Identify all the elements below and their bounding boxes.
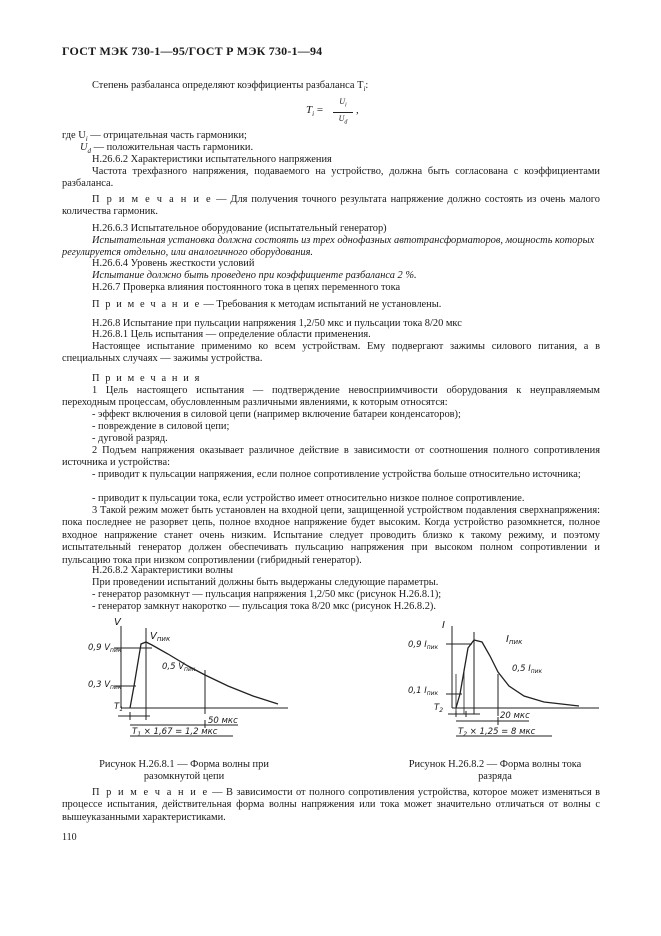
current-wave-figure	[404, 614, 604, 744]
t20-label: 20 мкс	[500, 711, 530, 721]
note-item-2: 2 Подъем напряжения оказывает различное действие в зависимости от соотношения полного сопротивления источника и устройства:	[62, 445, 600, 469]
level-03-label: 0,3 $V_{пик}$	[88, 680, 122, 691]
figure-1-caption: Рисунок Н.26.8.1 — Форма волны при разомкнутой цепи	[99, 759, 269, 783]
paragraph-2664: Испытание должно быть проведено при коэффициенте разбаланса 2 %.	[92, 270, 417, 281]
wave-param-2: - генератор замкнут накоротко — пульсация тока 8/20 мкс (рисунок Н.26.8.2).	[92, 601, 436, 612]
level-05-label: 0,5 $V_{пик}$	[162, 662, 196, 673]
note-1: П р и м е ч а н и е — Для получения точного результата напряжение должно состоять из очень малого количества гармоник.	[62, 194, 600, 218]
paragraph-2681: Настоящее испытание применимо ко всем устройствам. Ему подвергают зажимы силового питания, а в специальных случаях — зажимы устройства.	[62, 341, 600, 365]
current-axis-label: I	[442, 620, 445, 631]
front-time-formula: $T_2 \times 1,25 = 8$ мкс	[458, 727, 536, 738]
paragraph-2663-line-1: Испытательная установка должна состоять из трех однофазных автотрансформаторов, мощность которых	[92, 235, 595, 246]
level-09-label: 0,9 $I_{пик}$	[408, 640, 439, 651]
page-header: ГОСТ МЭК 730-1—95/ГОСТ Р МЭК 730-1—94	[62, 44, 323, 58]
section-heading-2662: Н.26.6.2 Характеристики испытательного напряжения	[92, 154, 332, 165]
voltage-wave-figure	[88, 614, 298, 744]
t50-label: 50 мкс	[208, 716, 238, 726]
voltage-wave-curve	[130, 642, 278, 708]
level-05-label: 0,5 $I_{пик}$	[512, 664, 543, 675]
level-09-label: 0,9 $V_{пик}$	[88, 643, 122, 654]
note-1-bullet-2: - повреждение в силовой цепи;	[92, 421, 230, 432]
paragraph-2663-line-2: регулируется отдельно, или аналогичного оборудования.	[62, 247, 314, 258]
paragraph-2682: При проведении испытаний должны быть выдержаны следующие параметры.	[92, 577, 439, 588]
note-item-3: 3 Такой режим может быть установлен на входной цепи, защищенной устройством подавления сверхнапряжения: пока последнее не разорвет цепь, полное входное напряжение будет высоким. Когда устройство разомкнется, полное входное напряжение станет очень низким. Испытание следует проводить близко к такому режиму, и поэтому испытательный генератор должен обеспечивать пульсацию напряжения при высоком полном сопротивлении и пульсацию тока при низком сопротивлении (гибридный генератор).	[62, 505, 600, 566]
voltage-peak-label: $V_{пик}$	[150, 631, 171, 643]
current-peak-label: $I_{пик}$	[506, 634, 523, 646]
section-heading-267: Н.26.7 Проверка влияния постоянного тока в цепях переменного тока	[92, 282, 401, 293]
section-heading-2682: Н.26.8.2 Характеристики волны	[92, 565, 233, 576]
voltage-axis-label: V	[114, 617, 121, 628]
wave-param-1: - генератор разомкнут — пульсация напряжения 1,2/50 мкс (рисунок Н.26.8.1);	[92, 589, 442, 600]
level-01-label: 0,1 $I_{пик}$	[408, 686, 439, 697]
t1-label: $T_1$	[114, 702, 124, 713]
figure-2-caption: Рисунок Н.26.8.2 — Форма волны тока разряда	[408, 759, 582, 783]
section-heading-268: Н.26.8 Испытание при пульсации напряжения 1,2/50 мкс и пульсации тока 8/20 мкс	[92, 318, 462, 329]
section-heading-2681: Н.26.8.1 Цель испытания — определение области применения.	[92, 329, 371, 340]
note-2-bullet-2: - приводит к пульсации тока, если устройство имеет относительно низкое полное сопротивление.	[92, 493, 525, 504]
note-2: П р и м е ч а н и е — Требования к методам испытаний не установлены.	[92, 299, 442, 310]
front-time-formula: $T_1 \times 1,67 = 1,2$ мкс	[132, 727, 218, 738]
intro-text: Степень разбаланса определяют коэффициенты разбаланса $T_i$:	[92, 80, 369, 94]
unbalance-formula: $T_i$ = $\frac{U_i}{U_d}$ ,	[306, 97, 359, 126]
page-number: 110	[62, 832, 77, 843]
section-heading-2664: Н.26.6.4 Уровень жесткости условий	[92, 258, 255, 269]
note-2-bullet-1: - приводит к пульсации напряжения, если полное сопротивление устройства больше относительно источника;	[92, 469, 581, 480]
note-1-bullet-1: - эффект включения в силовой цепи (например включение батареи конденсаторов);	[92, 409, 461, 420]
section-heading-2663: Н.26.6.3 Испытательное оборудование (испытательный генератор)	[92, 223, 387, 234]
t2-label: $T_2$	[434, 703, 444, 714]
notes-heading: П р и м е ч а н и я	[92, 373, 201, 384]
note-item-1: 1 Цель настоящего испытания — подтверждение невосприимчивости оборудования к неуправляемым переходным процессам, обусловленным различными явлениями, к которым относятся:	[62, 385, 600, 409]
where-line-1: где $U_i$ — отрицательная часть гармоники;	[62, 130, 247, 144]
note-1-bullet-3: - дуговой разряд.	[92, 433, 168, 444]
note-3: П р и м е ч а н и е — В зависимости от полного сопротивления устройства, которое может изменяться в процессе испытания, действительная форма волны напряжения или тока может значительно отличаться от волны с вышеуказанными характеристиками.	[62, 787, 601, 823]
paragraph-2662: Частота трехфазного напряжения, подаваемого на устройство, должна быть согласована с коэффициентами разбаланса.	[62, 166, 600, 190]
where-line-2: $U_d$ — положительная часть гармоники.	[80, 142, 254, 156]
